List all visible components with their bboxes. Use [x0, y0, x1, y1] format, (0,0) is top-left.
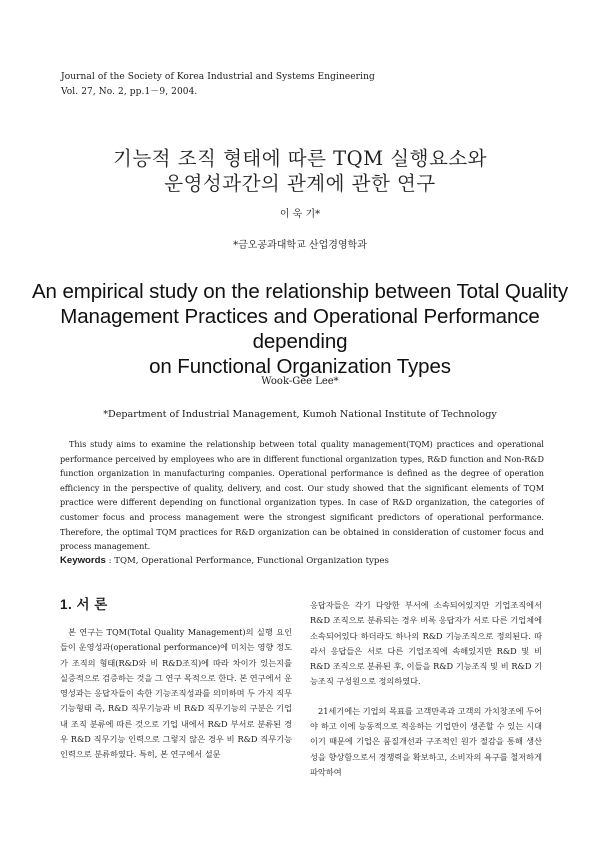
intro-paragraph-2: 응답자들은 각기 다양한 부서에 소속되어있지만 기업조직에서 R&D 조직으로 분류되는 경우 비록 응답자가 서로 다른 기업체에 소속되어있다 하더라도 하나의 R&D 기능조직으로 정의된다. 따라서 응답들은 서로 다른 기업조직에 속해있지만 R&D 및 비 R&D 조직으로 분류된 후, 이들을 R&D 기능조직 및 비 R&D 기능조직 구성원으로 정의하였다.	[310, 600, 542, 687]
korean-title	[0, 146, 600, 196]
left-column	[60, 625, 292, 763]
keywords-label: Keywords	[60, 555, 106, 566]
journal-name: Journal of the Society of Korea Industrial and Systems Engineering	[61, 72, 375, 82]
korean-title-line-2: 운영성과간의 관계에 관한 연구	[164, 172, 436, 195]
intro-paragraph-3: 21세기에는 기업의 목표를 고객만족과 고객의 가치창조에 두어야 하고 이에 능동적으로 적응하는 기업만이 생존할 수 있는 시대이기 때문에 기업은 품질개선과 구조적인 원가 절감을 통해 생산성을 향상함으로서 경쟁력을 확보하고, 소비자의 욕구를 철저하게 파악하여	[310, 705, 542, 777]
keywords-text: TQM, Operational Performance, Functional Organization types	[114, 556, 389, 566]
keywords-separator: :	[105, 556, 115, 566]
english-title-line-2: Management Practices and Operational Performance depending	[60, 305, 540, 353]
korean-title-line-1: 기능적 조직 형태에 따른 TQM 실행요소와	[112, 147, 487, 170]
english-title-line-1: An empirical study on the relationship between Total Quality	[31, 280, 569, 303]
journal-volume: Vol. 27, No. 2, pp.1－9, 2004.	[61, 87, 198, 97]
english-author: Wook-Gee Lee*	[261, 376, 339, 387]
english-title	[20, 279, 580, 379]
right-column	[310, 598, 542, 780]
section-heading-introduction: 1. 서 론	[60, 597, 108, 612]
keywords	[60, 555, 389, 567]
journal-header	[61, 70, 375, 100]
english-affiliation: *Department of Industrial Management, Kumoh National Institute of Technology	[103, 409, 497, 420]
korean-author: 이 욱 기*	[279, 209, 321, 220]
english-title-line-3: on Functional Organization Types	[149, 355, 451, 378]
korean-affiliation: *금오공과대학교 산업경영학과	[233, 240, 367, 251]
abstract: This study aims to examine the relationship between total quality management(TQM) practices and operational performance perceived by employees who are in different functional organization types, R&D function and Non-R&D function organization in manufacturing companies. Operational performance is defined as the degree of operation efficiency in the perspective of quality, delivery, and cost. Our study showed that the significant elements of TQM practice were different depending on functional organization types. In case of R&D organization, the categories of customer focus and process management were the strongest significant predictors of operational performance. Therefore, the optimal TQM practices for R&D organization can be obtained in consideration of customer focus and process management.	[60, 439, 544, 552]
intro-paragraph-1: 본 연구는 TQM(Total Quality Management)의 실행 요인들이 운영성과(operational performance)에 미치는 영향 정도가 조직의 형태(R&D와 비 R&D조직)에 따라 차이가 있는지를 실증적으로 검증하는 것을 그 연구 목적으로 한다. 본 연구에서 운영성과는 응답자들이 속한 기능조직성과를 의미하며 두 가지 직무기능형태 즉, R&D 직무기능과 비 R&D 직무기능의 구분은 기업 내 조직 분류에 따른 것으로 기업 내에서 R&D 부서로 분류된 경우 R&D 직무기능 인력으로 그렇지 않은 경우 비 R&D 직무기능 인력으로 분류하였다. 특히, 본 연구에서 설문	[60, 627, 292, 760]
